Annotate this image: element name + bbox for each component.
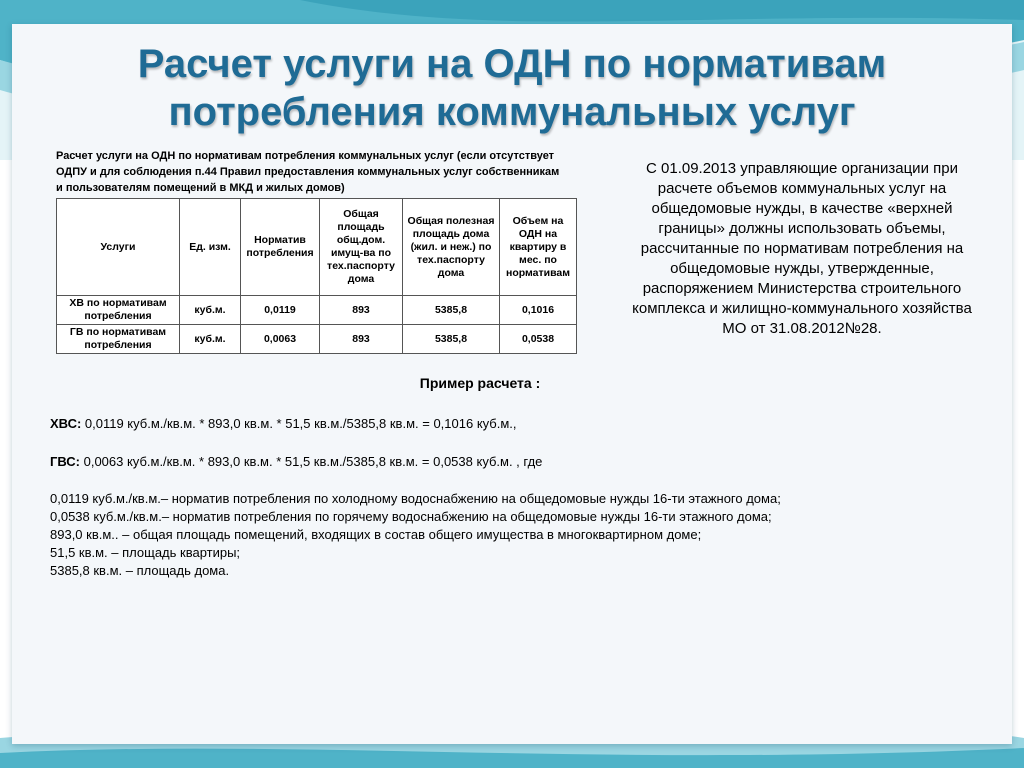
cell-service: ХВ по нормативам потребления xyxy=(57,296,180,325)
table-row xyxy=(57,325,577,354)
column-header-common-area: Общая площадь общ.дом. имущ-ва по тех.паспорту дома xyxy=(320,199,403,296)
slide-title: Расчет услуги на ОДН по нормативам потребления коммунальных услуг xyxy=(137,42,887,134)
cell-common-area: 893 xyxy=(320,325,403,354)
definition-item: 0,0538 куб.м./кв.м.– норматив потребления по горячему водоснабжению на общедомовые нужды 16-ти этажного дома; xyxy=(50,509,772,524)
cell-norm: 0,0063 xyxy=(241,325,320,354)
column-header-volume: Объем на ОДН на квартиру в мес. по нормативам xyxy=(500,199,577,296)
cell-common-area: 893 xyxy=(320,296,403,325)
cell-volume: 0,0538 xyxy=(500,325,577,354)
definition-item: 0,0119 куб.м./кв.м.– норматив потребления по холодному водоснабжению на общедомовые нужды 16-ти этажного дома; xyxy=(50,491,781,506)
hvs-formula-line xyxy=(50,416,517,431)
definition-item: 5385,8 кв.м. – площадь дома. xyxy=(50,563,230,578)
table-caption: Расчет услуги на ОДН по нормативам потребления коммунальных услуг (если отсутствует ОДПУ и для соблюдения п.44 Правил предоставления коммунальных услуг собственникам и пользователям помещений в МКД и жилых домов) xyxy=(56,150,560,194)
column-header-useful-area: Общая полезная площадь дома (жил. и неж.) по тех.паспорту дома xyxy=(403,199,500,296)
gvs-formula: 0,0063 куб.м./кв.м. * 893,0 кв.м. * 51,5 кв.м./5385,8 кв.м. = 0,0538 куб.м. , где xyxy=(79,454,543,469)
example-heading: Пример расчета : xyxy=(419,375,541,391)
regulation-note: С 01.09.2013 управляющие организации при расчете объемов коммунальных услуг на общедомовые нужды, в качестве «верхней границы» должны использовать объемы, рассчитанные по нормативам потребления на общедомовые нужды, утвержденные, распоряжением Министерства строительного комплекса и жилищно-коммунального хозяйства МО от 31.08.2012№28. xyxy=(632,160,972,337)
odn-table xyxy=(56,198,577,354)
hvs-label: ХВС: xyxy=(50,416,82,431)
definition-item: 893,0 кв.м.. – общая площадь помещений, входящих в состав общего имущества в многоквартирном доме; xyxy=(50,527,702,542)
definition-item: 51,5 кв.м. – площадь квартиры; xyxy=(50,545,241,560)
table-header-row xyxy=(57,199,577,296)
cell-service: ГВ по нормативам потребления xyxy=(57,325,180,354)
gvs-label: ГВС: xyxy=(50,454,80,469)
column-header-services: Услуги xyxy=(57,199,180,296)
cell-norm: 0,0119 xyxy=(241,296,320,325)
cell-unit: куб.м. xyxy=(180,296,241,325)
definitions-list xyxy=(50,490,910,580)
cell-useful-area: 5385,8 xyxy=(403,296,500,325)
cell-volume: 0,1016 xyxy=(500,296,577,325)
table-row xyxy=(57,296,577,325)
gvs-formula-line xyxy=(50,454,542,469)
hvs-formula: 0,0119 куб.м./кв.м. * 893,0 кв.м. * 51,5 кв.м./5385,8 кв.м. = 0,1016 куб.м., xyxy=(81,416,517,431)
column-header-unit: Ед. изм. xyxy=(180,199,241,296)
column-header-norm: Норматив потребления xyxy=(241,199,320,296)
cell-unit: куб.м. xyxy=(180,325,241,354)
cell-useful-area: 5385,8 xyxy=(403,325,500,354)
